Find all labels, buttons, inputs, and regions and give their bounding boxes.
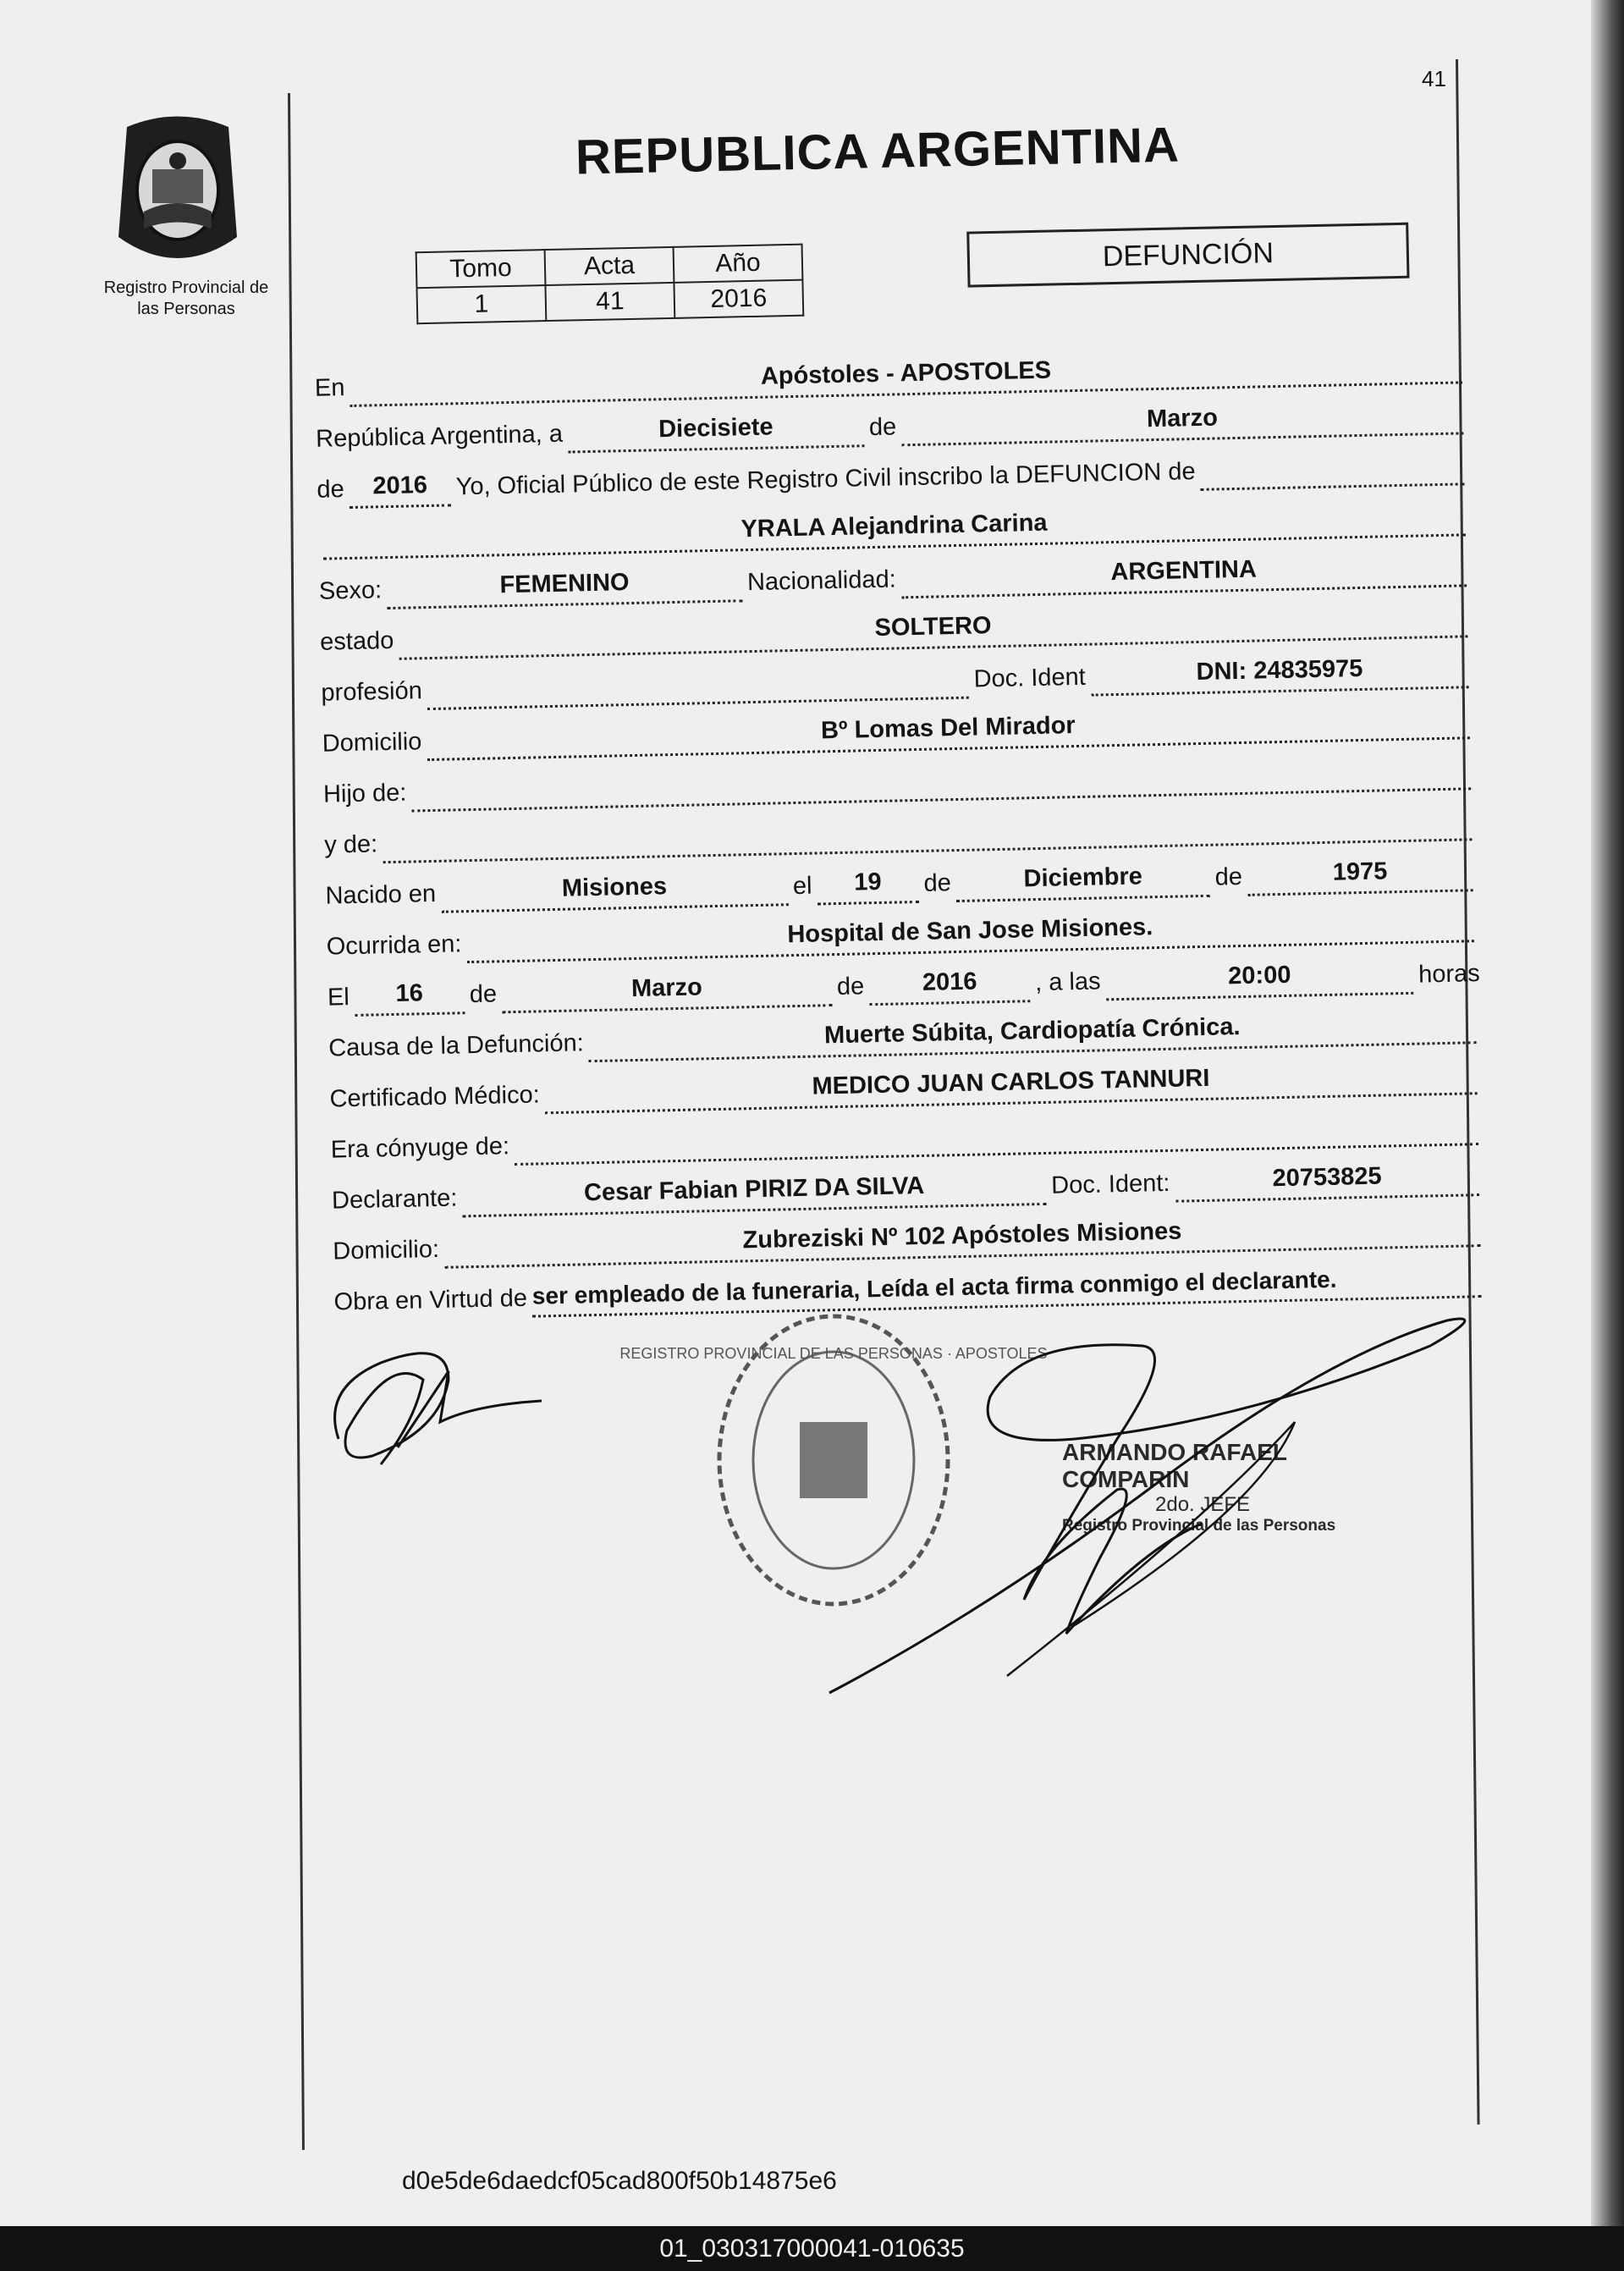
en-value: Apóstoles - APOSTOLES [350, 348, 1462, 407]
doc2-value: 20753825 [1175, 1160, 1479, 1203]
hijo-label: Hijo de: [322, 779, 407, 808]
death-certificate-form [305, 204, 1481, 1316]
official-name: ARMANDO RAFAEL COMPARIN [1062, 1439, 1287, 1492]
nombre-value: YRALA Alejandrina Carina [322, 500, 1466, 559]
el-label: el [792, 872, 812, 901]
inscribo-text: Yo, Oficial Público de este Registro Civil inscribo la DEFUNCION de [455, 458, 1196, 501]
estado-label: estado [319, 626, 394, 656]
ocurrida-value: Hospital de San Jose Misiones. [466, 907, 1474, 963]
republica-label: República Argentina, a [315, 420, 564, 453]
declarante-value: Cesar Fabian PIRIZ DA SILVA [462, 1170, 1047, 1217]
certificado-label: Certificado Médico: [329, 1081, 541, 1113]
anio-value-text: 2016 [349, 471, 451, 509]
official-office: Registro Provincial de las Personas [1062, 1517, 1336, 1535]
domicilio-label: Domicilio [322, 728, 422, 758]
el2-label: El [327, 984, 350, 1011]
obra-label: Obra en Virtud de [333, 1284, 528, 1316]
tomo-header: Tomo [416, 250, 546, 288]
registry-label-line1: Registro Provincial de [103, 278, 269, 297]
nacido-value: Misiones [441, 870, 789, 913]
conyuge-label: Era cónyuge de: [330, 1133, 510, 1164]
document-hash: d0e5de6daedcf05cad800f50b14875e6 [402, 2167, 837, 2195]
round-stamp-text: REGISTRO PROVINCIAL DE LAS PERSONAS · APOSTOLES [619, 1345, 1048, 1362]
page-edge [1591, 0, 1624, 2226]
de-label-1: de [868, 413, 897, 442]
de-label-5: de [469, 980, 498, 1009]
profesion-label: profesión [321, 677, 423, 707]
nacido-label: Nacido en [325, 879, 437, 910]
alas-label: , a las [1034, 967, 1101, 997]
en-label: En [314, 374, 345, 402]
domicilio2-value: Zubreziski Nº 102 Apóstoles Misiones [444, 1211, 1481, 1269]
acta-header: Acta [545, 247, 674, 285]
dia-value: Diecisiete [568, 411, 865, 453]
doc-label: Doc. Ident [973, 663, 1087, 693]
def-anio-value: 2016 [869, 967, 1031, 1006]
domicilio2-label: Domicilio: [332, 1235, 440, 1265]
document-type-box: DEFUNCIÓN [966, 223, 1409, 288]
hora-value: 20:00 [1105, 959, 1414, 1001]
acta-value: 41 [545, 283, 674, 321]
page-title: REPUBLICA ARGENTINA [575, 117, 1181, 185]
acta-table [416, 244, 805, 325]
de-label-3: de [923, 869, 952, 897]
mes-value: Marzo [901, 399, 1464, 446]
de-label-4: de [1214, 863, 1243, 891]
registry-label-line2: las Personas [137, 300, 235, 318]
causa-value: Muerte Súbita, Cardiopatía Crónica. [588, 1008, 1476, 1062]
official-role: 2do. JEFE [1155, 1493, 1251, 1516]
doc-value: DNI: 24835975 [1090, 653, 1468, 696]
yde-label: y de: [323, 830, 378, 859]
sexo-label: Sexo: [318, 576, 383, 605]
de-label-2: de [317, 476, 345, 504]
causa-label: Causa de la Defunción: [328, 1029, 585, 1062]
certificado-value: MEDICO JUAN CARLOS TANNURI [544, 1059, 1477, 1114]
barcode-text: 01_030317000041-010635 [0, 2226, 1624, 2271]
de-label-6: de [836, 973, 865, 1001]
obra-value: ser empleado de la funeraria, Leída el acta firma conmigo el declarante. [532, 1263, 1482, 1317]
domicilio-value: Bº Lomas Del Mirador [427, 703, 1470, 761]
official-signature [821, 1270, 1498, 1710]
nac-anio-value: 1975 [1247, 856, 1473, 896]
estado-value: SOLTERO [399, 602, 1468, 659]
anio-header: Año [674, 245, 803, 283]
anio-value: 2016 [674, 280, 803, 318]
doc2-label: Doc. Ident: [1050, 1169, 1170, 1199]
page-number: 41 [1422, 66, 1446, 91]
province-seal-icon [110, 110, 245, 271]
left-margin-line [288, 93, 305, 2150]
tomo-value: 1 [417, 285, 547, 323]
def-mes-value: Marzo [502, 971, 833, 1013]
sexo-value: FEMENINO [387, 566, 743, 609]
registry-label [80, 278, 292, 320]
nac-mes-value: Diciembre [955, 862, 1210, 902]
nac-dia-value: 19 [817, 868, 919, 906]
inscribo-fill [1201, 477, 1465, 491]
nacionalidad-label: Nacionalidad: [746, 565, 897, 597]
def-dia-value: 16 [354, 978, 465, 1017]
ocurrida-label: Ocurrida en: [326, 930, 462, 961]
nacionalidad-value: ARGENTINA [900, 551, 1467, 598]
declarant-signature [322, 1320, 567, 1473]
declarante-label: Declarante: [331, 1184, 458, 1215]
horas-label: horas [1418, 960, 1481, 989]
